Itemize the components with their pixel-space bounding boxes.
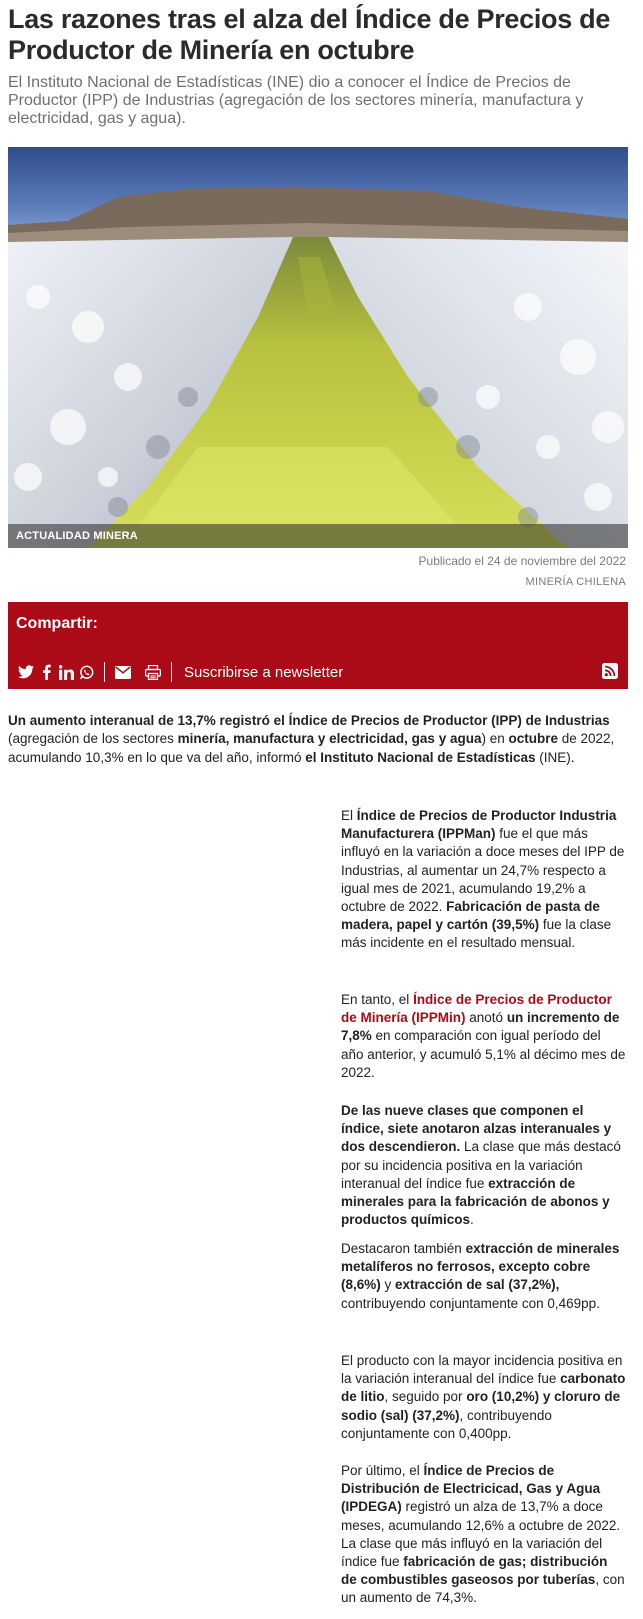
paragraph-metals: Destacaron también extracción de minerales metalíferos no ferrosos, excepto cobre (8,6%) y extracción de sal (37,2%), contribuyendo conjuntamente con 0,469pp. [341, 1241, 620, 1311]
article-lead: El Instituto Nacional de Estadísticas (INE) dio a conocer el Índice de Precios de Productor (IPP) de Industrias (agregación de los sectores minería, manufactura y electricidad, gas y agua). [8, 74, 584, 127]
image-caption: ACTUALIDAD MINERA [16, 530, 138, 542]
paragraph-manufacturing: El Índice de Precios de Productor Industria Manufacturera (IPPMan) fue el que más influyó en la variación a doce meses del IPP de Industrias, al aumentar un 24,7% respecto a igual mes de 2021, acumulando 19,2% a octubre de 2022. Fabricación de pasta de madera, papel y cartón (39,5%) fue la clase más incidente en el resultado mensual. [341, 808, 625, 951]
share-label: Compartir: [16, 615, 98, 632]
article-source: MINERÍA CHILENA [525, 576, 626, 588]
paragraph-lithium: El producto con la mayor incidencia positiva en la variación interanual del índice fue carbonato de litio, seguido por oro (10,2%) y cloruro de sodio (sal) (37,2%), contribuyendo conjuntamente con 0,400pp. [341, 1353, 626, 1441]
paragraph-mining: En tanto, el Índice de Precios de Productor de Minería (IPPMin) anotó un incremento de 7,8% en comparación con igual período del año anterior, y acumuló 5,1% al décimo mes de 2022. [341, 992, 626, 1080]
email-icon[interactable] [113, 662, 133, 682]
article-title: Las razones tras el alza del Índice de Precios de Productor de Minería en octubre [8, 4, 611, 65]
share-bar [8, 602, 628, 689]
salt-flat-photo [8, 147, 628, 548]
newsletter-link[interactable]: Suscribirse a newsletter [184, 663, 344, 681]
share-buttons [16, 662, 343, 682]
paragraph-classes: De las nueve clases que componen el índice, siete anotaron alzas interanuales y dos descendieron. La clase que más destacó por su incidencia positiva en la variación interanual del índice fue extracción de minerales para la fabricación de abonos y productos químicos. [341, 1103, 621, 1228]
published-date: Publicado el 24 de noviembre del 2022 [418, 554, 626, 568]
share-divider [104, 662, 105, 682]
article-intro: Un aumento interanual de 13,7% registró el Índice de Precios de Productor (IPP) de Industrias (agregación de los sectores minería, manufactura y electricidad, gas y agua) en octubre de 2022, acumulando 10,3% en lo que va del año, informó el Instituto Nacional de Estadísticas (INE). [8, 713, 615, 765]
whatsapp-icon[interactable] [76, 662, 96, 682]
ippmin-link[interactable]: Índice de Precios de Productor de Minería (IPPMin) [341, 992, 612, 1026]
rss-icon[interactable] [602, 663, 618, 679]
share-divider [171, 662, 172, 682]
print-icon[interactable] [143, 662, 163, 682]
linkedin-icon[interactable] [56, 662, 76, 682]
hero-image [8, 147, 628, 548]
twitter-icon[interactable] [16, 662, 36, 682]
paragraph-electricity: Por último, el Índice de Precios de Distribución de Electricicad, Gas y Agua (IPDEGA) registró un alza de 13,7% a doce meses, acumulando 12,6% a octubre de 2022. La clase que más influyó en la variación del índice fue fabricación de gas; distribución de combustibles gaseosos por tuberías, con un aumento de 74,3%. [341, 1463, 625, 1606]
facebook-icon[interactable] [36, 662, 56, 682]
